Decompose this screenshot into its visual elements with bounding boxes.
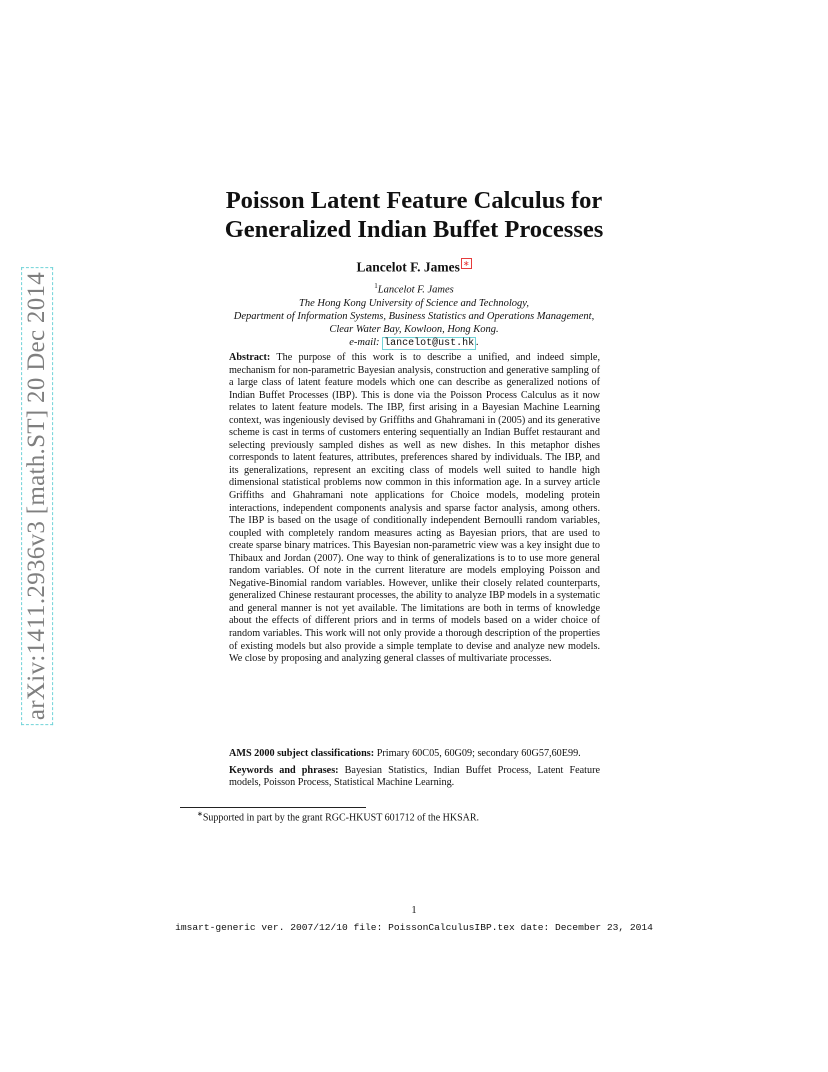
author-name xyxy=(0,259,828,276)
affiliation-department: Department of Information Systems, Business Statistics and Operations Management, xyxy=(233,310,595,322)
author-footnote-link[interactable]: ∗ xyxy=(462,259,470,268)
affiliation-name: Lancelot F. James xyxy=(377,284,454,296)
page-footer: imsart-generic ver. 2007/12/10 file: PoissonCalculusIBP.tex date: December 23, 2014 xyxy=(175,922,653,933)
abstract-label: Abstract: xyxy=(229,352,271,363)
classification-block xyxy=(229,748,600,794)
paper-title xyxy=(0,186,828,244)
ams-label: AMS 2000 subject classifications: xyxy=(229,748,375,759)
footnote-marker: ∗ xyxy=(197,810,203,818)
abstract xyxy=(229,352,600,666)
ams-classification xyxy=(229,748,600,761)
footnote xyxy=(197,810,657,823)
keywords xyxy=(229,765,600,790)
arxiv-identifier-text: arXiv:1411.2936v3 [math.ST] 20 Dec 2014 xyxy=(21,267,53,725)
email-suffix: . xyxy=(476,336,479,348)
keywords-label: Keywords and phrases: xyxy=(229,764,339,776)
title-line-1: Poisson Latent Feature Calculus for xyxy=(225,187,603,214)
email-link[interactable]: lancelot@ust.hk xyxy=(384,337,475,349)
title-line-2: Generalized Indian Buffet Processes xyxy=(224,216,604,243)
abstract-text: The purpose of this work is to describe a unified, and indeed simple, mechanism for non-parametric Bayesian analysis, construction and generative sampling of a large class of latent feature models which one can describe as generalized notions of Indian Buffet Processes (IBP). This is done via the Poisson Process Calculus as it now relates to latent feature models. The IBP, first arising in a Bayesian Machine Learning context, was ingeniously devised by Griffiths and Ghahramani in (2005) and its generative scheme is cast in terms of customers entering sequentially an Indian Buffet restaurant and selecting previously sampled dishes as well as new dishes. In this metaphor dishes corresponds to latent features, attributes, preferences shared by individuals. The IBP, and its generalizations, represent an exciting class of models well suited to handle high dimensional statistical problems now common in this information age. In a survey article Griffiths and Ghahramani note applications for Choice models, modeling protein interactions, independent components analysis and sparse factor analysis, among others. The IBP is based on the usage of conditionally independent Bernoulli random variables, coupled with completely random measures acting as Bayesian priors, that are used to create sparse binary matrices. This Bayesian non-parametric view was a key insight due to Thibaux and Jordan (2007). One way to think of generalizations is to to use more general random variables. Of note in the current literature are models employing Poisson and Negative-Binomial random variables. However, unlike their closely related counterparts, generalized Chinese restaurant processes, the ability to analyze IBP models in a systematic and general manner is not yet available. The limitations are both in terms of knowledge about the effects of different priors and in terms of models based on a wider choice of random variables. This work will not only provide a thorough description of the properties of existing models but also provide a simple template to devise and analyze new models. We close by proposing and analyzing general classes of multivariate processes. xyxy=(229,352,600,665)
footnote-text: Supported in part by the grant RGC-HKUST 601712 of the HKSAR. xyxy=(202,812,480,824)
affiliation-name-line xyxy=(0,280,828,297)
page-number: 1 xyxy=(411,905,417,916)
affiliation-marker: 1 xyxy=(374,282,378,290)
ams-text: Primary 60C05, 60G09; secondary 60G57,60E99. xyxy=(376,748,581,759)
affiliation-university: The Hong Kong University of Science and Technology, xyxy=(299,297,529,309)
author-text: Lancelot F. James xyxy=(356,259,460,275)
keywords-text: Bayesian Statistics, Indian Buffet Process, Latent Feature models, Poisson Process, Statistical Machine Learning. xyxy=(229,764,600,789)
affiliation-address: Clear Water Bay, Kowloon, Hong Kong. xyxy=(329,323,499,335)
email-label: e-mail: xyxy=(349,336,380,348)
affiliation-block xyxy=(0,280,828,350)
footnote-divider xyxy=(180,807,366,808)
affiliation-email-line xyxy=(0,336,828,350)
